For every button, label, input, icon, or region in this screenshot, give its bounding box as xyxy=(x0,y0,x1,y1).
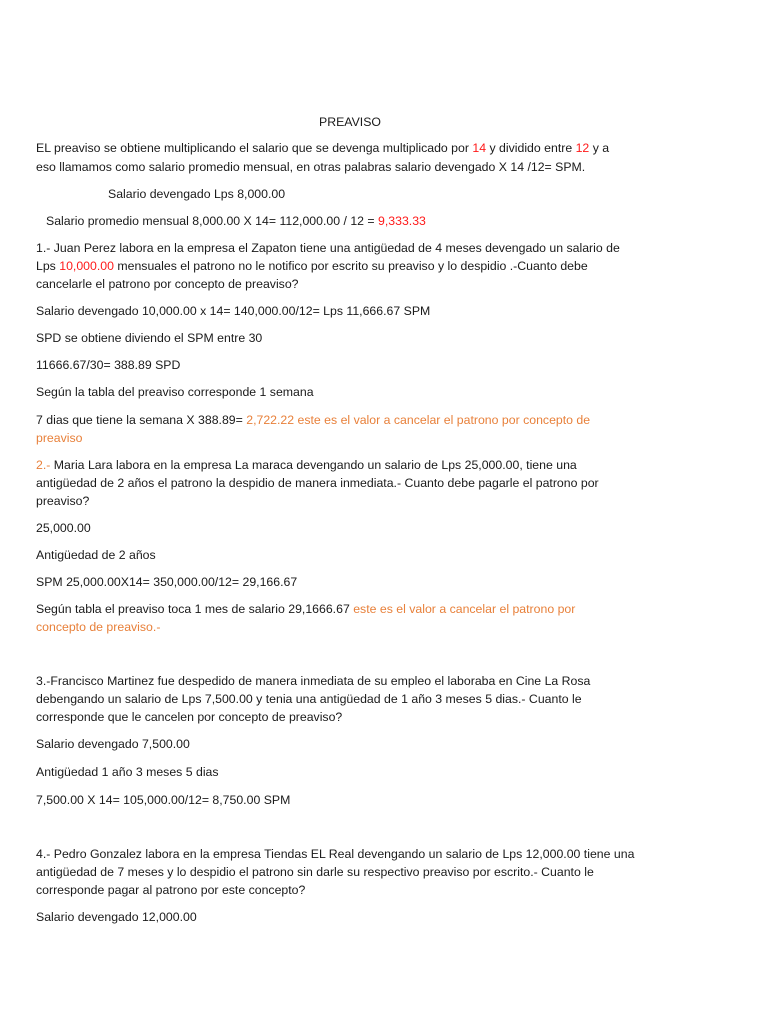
problem-1-step-4: Según la tabla del preaviso corresponde 1 semana xyxy=(36,385,314,399)
problem-2-question-line-1 xyxy=(36,457,577,474)
problem-1-question-line-1: 1.- Juan Perez labora en la empresa el Zapaton tiene una antigüedad de 4 meses devengado un salario de xyxy=(36,241,620,255)
problem-3-question-line-3: corresponde que le cancelen por concepto de preaviso? xyxy=(36,710,343,724)
problem-3-step-3: 7,500.00 X 14= 105,000.00/12= 8,750.00 SPM xyxy=(36,793,291,807)
problem-2-step-4 xyxy=(36,601,575,618)
problem-3-question-line-1: 3.-Francisco Martinez fue despedido de manera inmediata de su empleo el laboraba en Cine La Rosa xyxy=(36,674,591,688)
problem-3-question-line-2: debengando un salario de Lps 7,500.00 y tenia una antigüedad de 1 año 3 meses 5 dias.- Cuanto le xyxy=(36,692,582,706)
problem-2-text: Según tabla el preaviso toca 1 mes de salario 29,1666.67 xyxy=(36,602,354,616)
problem-4-question-line-2: antigüedad de 7 meses y lo despidio el patrono sin darle su respectivo preaviso por escrito.- Cuanto le xyxy=(36,865,594,879)
intro-line-1 xyxy=(36,140,609,157)
problem-4-question-line-1: 4.- Pedro Gonzalez labora en la empresa Tiendas EL Real devengando un salario de Lps 12,000.00 tiene una xyxy=(36,847,635,861)
problem-2-question-line-2: antigüedad de 2 años el patrono la despidio de manera inmediata.- Cuanto debe pagarle el patrono por xyxy=(36,476,599,490)
problem-3-step-1: Salario devengado 7,500.00 xyxy=(36,737,190,751)
multiplier-14: 14 xyxy=(472,141,487,155)
problem-3-step-2: Antigüedad 1 año 3 meses 5 dias xyxy=(36,765,219,779)
problem-1-result: 2,722.22 este es el valor a cancelar el patrono por concepto de xyxy=(246,413,591,427)
problem-1-step-2: SPD se obtiene diviendo el SPM entre 30 xyxy=(36,331,263,345)
problem-2-step-1: 25,000.00 xyxy=(36,521,91,535)
problem-1-step-5 xyxy=(36,412,590,429)
intro-text: y dividido entre xyxy=(486,141,576,155)
problem-1-question-line-2 xyxy=(36,258,588,275)
example-spm-result: 9,333.33 xyxy=(378,214,426,228)
problem-2-number: 2.- xyxy=(36,458,51,472)
problem-1-result-cont: preaviso xyxy=(36,431,83,445)
problem-1-step-3: 11666.67/30= 388.89 SPD xyxy=(36,358,181,372)
example-spm-text: Salario promedio mensual 8,000.00 X 14= 112,000.00 / 12 = xyxy=(46,214,379,228)
problem-1-salary: 10,000.00 xyxy=(59,259,114,273)
intro-text: y a xyxy=(589,141,610,155)
page-title: PREAVISO xyxy=(319,115,381,129)
intro-line-2: eso llamamos como salario promedio mensual, en otras palabras salario devengado X 14 /12= SPM. xyxy=(36,160,586,174)
problem-1-text: 7 dias que tiene la semana X 388.89= xyxy=(36,413,247,427)
example-spm xyxy=(46,213,426,230)
problem-2-step-2: Antigüedad de 2 años xyxy=(36,548,156,562)
problem-2-question-line-3: preaviso? xyxy=(36,494,90,508)
problem-4-step-1: Salario devengado 12,000.00 xyxy=(36,910,197,924)
problem-1-step-1: Salario devengado 10,000.00 x 14= 140,000.00/12= Lps 11,666.67 SPM xyxy=(36,304,431,318)
problem-2-step-3: SPM 25,000.00X14= 350,000.00/12= 29,166.67 xyxy=(36,575,298,589)
divisor-12: 12 xyxy=(575,141,590,155)
problem-1-question-line-3: cancelarle el patrono por concepto de preaviso? xyxy=(36,277,299,291)
problem-2-result: este es el valor a cancelar el patrono por xyxy=(353,602,576,616)
problem-2-text: Maria Lara labora en la empresa La maraca devengando un salario de Lps 25,000.00, tiene una xyxy=(50,458,577,472)
problem-2-result-cont: concepto de preaviso.- xyxy=(36,620,161,634)
problem-1-text: mensuales el patrono no le notifico por escrito su preaviso y lo despidio .-Cuanto debe xyxy=(113,259,588,273)
example-salary: Salario devengado Lps 8,000.00 xyxy=(108,187,286,201)
problem-1-text: Lps xyxy=(36,259,60,273)
problem-4-question-line-3: corresponde pagar al patrono por este concepto? xyxy=(36,883,306,897)
intro-text: EL preaviso se obtiene multiplicando el salario que se devenga multiplicado por xyxy=(36,141,473,155)
